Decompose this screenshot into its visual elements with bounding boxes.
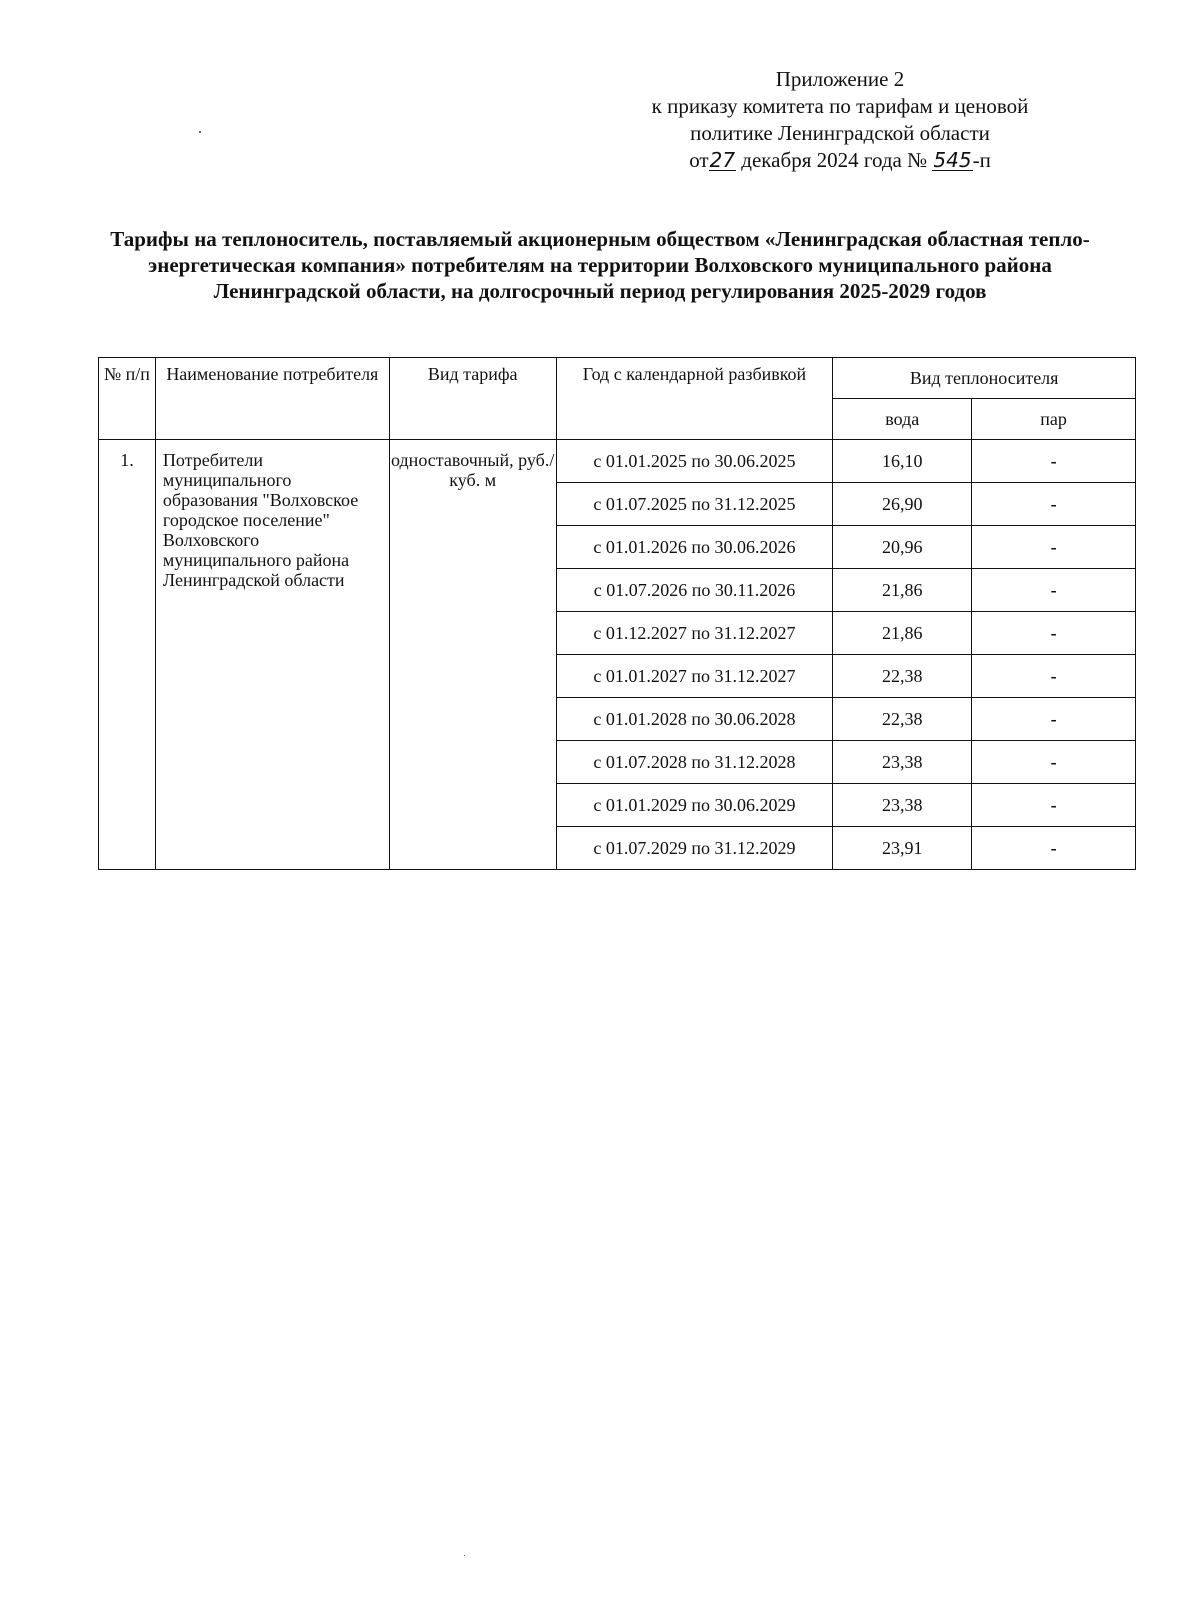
period-cell: с 01.07.2025 по 31.12.2025 bbox=[556, 483, 833, 526]
consumer-name: Потребители муниципального образования "Волховское городское поселение" Волховского муниципального района Ленинградской области bbox=[155, 440, 389, 870]
water-tariff-cell: 16,10 bbox=[833, 440, 972, 483]
period-cell: с 01.01.2029 по 30.06.2029 bbox=[556, 784, 833, 827]
period-cell: с 01.07.2028 по 31.12.2028 bbox=[556, 741, 833, 784]
water-tariff-cell: 23,91 bbox=[833, 827, 972, 870]
date-rest: декабря 2024 года № bbox=[736, 148, 933, 172]
water-tariff-cell: 22,38 bbox=[833, 655, 972, 698]
steam-tariff-cell: - bbox=[972, 526, 1136, 569]
steam-tariff-cell: - bbox=[972, 741, 1136, 784]
header-period: Год с календарной разбивкой bbox=[556, 358, 833, 440]
tariff-type: одноставочный, руб./куб. м bbox=[389, 440, 556, 870]
steam-tariff-cell: - bbox=[972, 569, 1136, 612]
scan-speck bbox=[199, 131, 201, 133]
steam-tariff-cell: - bbox=[972, 483, 1136, 526]
water-tariff-cell: 23,38 bbox=[833, 784, 972, 827]
steam-tariff-cell: - bbox=[972, 784, 1136, 827]
water-tariff-cell: 26,90 bbox=[833, 483, 972, 526]
date-prefix: от bbox=[689, 148, 709, 172]
handwritten-order-number: 545 bbox=[933, 148, 972, 172]
header-num: № п/п bbox=[99, 358, 156, 440]
steam-tariff-cell: - bbox=[972, 827, 1136, 870]
steam-tariff-cell: - bbox=[972, 612, 1136, 655]
steam-tariff-cell: - bbox=[972, 698, 1136, 741]
period-cell: с 01.01.2027 по 31.12.2027 bbox=[556, 655, 833, 698]
appendix-order-ref: к приказу комитета по тарифам и ценовой bbox=[651, 94, 1029, 118]
water-tariff-cell: 22,38 bbox=[833, 698, 972, 741]
appendix-title: Приложение 2 bbox=[775, 67, 905, 91]
scan-speck bbox=[464, 1555, 465, 1556]
period-cell: с 01.07.2026 по 30.11.2026 bbox=[556, 569, 833, 612]
period-cell: с 01.12.2027 по 31.12.2027 bbox=[556, 612, 833, 655]
water-tariff-cell: 23,38 bbox=[833, 741, 972, 784]
header-consumer: Наименование потребителя bbox=[155, 358, 389, 440]
header-heat-carrier: Вид теплоносителя bbox=[833, 358, 1136, 399]
appendix-authority: политике Ленинградской области bbox=[690, 121, 990, 145]
tariff-table bbox=[98, 357, 1136, 870]
appendix-date-line bbox=[580, 147, 1100, 174]
water-tariff-cell: 21,86 bbox=[833, 569, 972, 612]
table-row bbox=[99, 440, 1136, 483]
order-suffix: -п bbox=[972, 148, 991, 172]
row-number: 1. bbox=[99, 440, 156, 870]
header-tariff-type: Вид тарифа bbox=[389, 358, 556, 440]
header-water: вода bbox=[833, 399, 972, 440]
header-steam: пар bbox=[972, 399, 1136, 440]
water-tariff-cell: 21,86 bbox=[833, 612, 972, 655]
document-title: Тарифы на теплоноситель, поставляемый акционерным обществом «Ленинградская областная тепло-энергетическая компания» потребителям на территории Волховского муниципального района Ленинградской области, на долгосрочный период регулирования 2025-2029 годов bbox=[110, 227, 1090, 303]
steam-tariff-cell: - bbox=[972, 655, 1136, 698]
period-cell: с 01.01.2026 по 30.06.2026 bbox=[556, 526, 833, 569]
appendix-header bbox=[580, 66, 1100, 174]
water-tariff-cell: 20,96 bbox=[833, 526, 972, 569]
handwritten-day: 27 bbox=[709, 148, 736, 172]
period-cell: с 01.07.2029 по 31.12.2029 bbox=[556, 827, 833, 870]
period-cell: с 01.01.2025 по 30.06.2025 bbox=[556, 440, 833, 483]
tariff-table-body bbox=[99, 440, 1136, 870]
steam-tariff-cell: - bbox=[972, 440, 1136, 483]
period-cell: с 01.01.2028 по 30.06.2028 bbox=[556, 698, 833, 741]
